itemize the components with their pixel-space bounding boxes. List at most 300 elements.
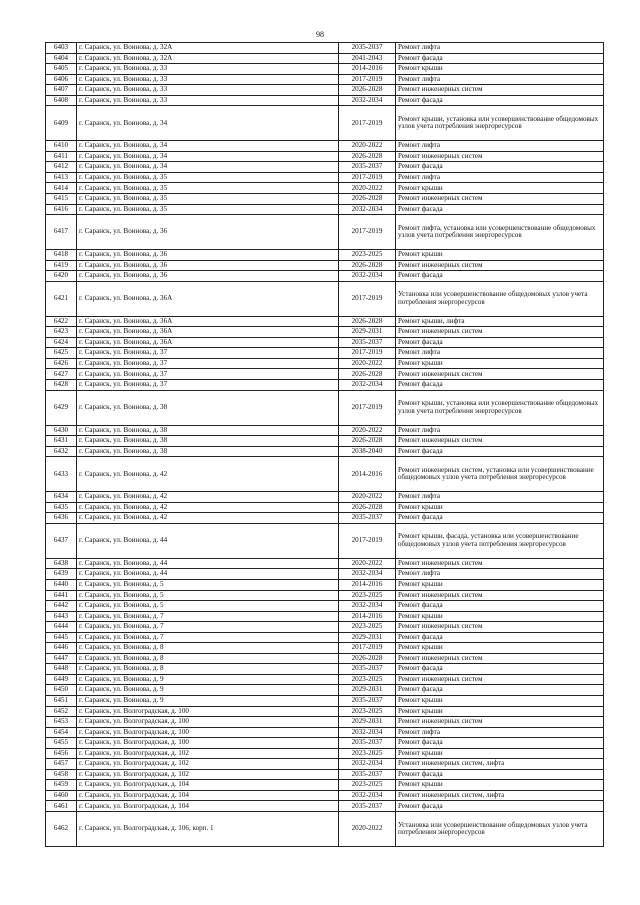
table-row <box>46 204 604 215</box>
row-address: г. Саранск, ул. Волгоградская, д. 102 <box>77 769 339 780</box>
row-address: г. Саранск, ул. Воинова, д. 44 <box>77 558 339 569</box>
row-years: 2038-2040 <box>339 446 396 457</box>
row-work: Ремонт лифта <box>396 141 604 152</box>
row-work: Ремонт инженерных систем <box>396 260 604 271</box>
row-number: 6421 <box>46 281 77 316</box>
row-work: Ремонт крыши <box>396 706 604 717</box>
row-address: г. Саранск, ул. Воинова, д. 38 <box>77 390 339 425</box>
row-work: Ремонт крыши <box>396 579 604 590</box>
row-work: Ремонт инженерных систем <box>396 653 604 664</box>
row-address: г. Саранск, ул. Воинова, д. 34 <box>77 151 339 162</box>
row-work: Ремонт фасада <box>396 685 604 696</box>
table-row <box>46 502 604 513</box>
row-work: Ремонт лифта <box>396 727 604 738</box>
row-work: Ремонт фасада <box>396 738 604 749</box>
row-work: Ремонт фасада <box>396 513 604 524</box>
row-years: 2032-2034 <box>339 727 396 738</box>
table-row <box>46 492 604 503</box>
row-address: г. Саранск, ул. Воинова, д. 35 <box>77 172 339 183</box>
row-number: 6452 <box>46 706 77 717</box>
row-address: г. Саранск, ул. Воинова, д. 38 <box>77 436 339 447</box>
table-row <box>46 780 604 791</box>
table-row <box>46 380 604 391</box>
row-work: Ремонт инженерных систем <box>396 717 604 728</box>
row-number: 6438 <box>46 558 77 569</box>
row-work: Ремонт крыши <box>396 780 604 791</box>
table-row <box>46 348 604 359</box>
row-work: Ремонт фасада <box>396 204 604 215</box>
row-number: 6445 <box>46 632 77 643</box>
row-years: 2020-2022 <box>339 141 396 152</box>
row-years: 2026-2028 <box>339 85 396 96</box>
table-row <box>46 706 604 717</box>
table-row <box>46 622 604 633</box>
table-row <box>46 74 604 85</box>
row-address: г. Саранск, ул. Воинова, д. 36 <box>77 215 339 250</box>
table-row <box>46 811 604 846</box>
row-years: 2014-2016 <box>339 457 396 492</box>
row-work: Ремонт крыши, фасада, установка или усовершенствование общедомовых узлов учета потребления энергоресурсов <box>396 523 604 558</box>
row-work: Ремонт лифта <box>396 425 604 436</box>
row-number: 6431 <box>46 436 77 447</box>
row-number: 6423 <box>46 327 77 338</box>
row-work: Ремонт крыши <box>396 183 604 194</box>
row-years: 2026-2028 <box>339 369 396 380</box>
table-row <box>46 769 604 780</box>
row-years: 2026-2028 <box>339 260 396 271</box>
row-number: 6404 <box>46 53 77 64</box>
row-work: Ремонт лифта, установка или усовершенствование общедомовых узлов учета потребления энергоресурсов <box>396 215 604 250</box>
row-number: 6405 <box>46 64 77 75</box>
row-address: г. Саранск, ул. Воинова, д. 33 <box>77 64 339 75</box>
row-number: 6442 <box>46 601 77 612</box>
row-number: 6411 <box>46 151 77 162</box>
row-address: г. Саранск, ул. Воинова, д. 5 <box>77 579 339 590</box>
table-row <box>46 738 604 749</box>
row-work: Ремонт крыши <box>396 695 604 706</box>
row-years: 2020-2022 <box>339 558 396 569</box>
row-years: 2035-2037 <box>339 162 396 173</box>
row-years: 2026-2028 <box>339 502 396 513</box>
row-years: 2029-2031 <box>339 632 396 643</box>
row-address: г. Саранск, ул. Воинова, д. 35 <box>77 194 339 205</box>
row-address: г. Саранск, ул. Воинова, д. 5 <box>77 601 339 612</box>
row-address: г. Саранск, ул. Воинова, д. 37 <box>77 358 339 369</box>
row-address: г. Саранск, ул. Воинова, д. 44 <box>77 569 339 580</box>
row-number: 6435 <box>46 502 77 513</box>
row-address: г. Саранск, ул. Воинова, д. 36А <box>77 327 339 338</box>
table-row <box>46 664 604 675</box>
row-number: 6415 <box>46 194 77 205</box>
row-number: 6460 <box>46 790 77 801</box>
row-work: Ремонт инженерных систем <box>396 369 604 380</box>
row-number: 6407 <box>46 85 77 96</box>
row-years: 2032-2034 <box>339 95 396 106</box>
row-number: 6451 <box>46 695 77 706</box>
row-number: 6437 <box>46 523 77 558</box>
row-years: 2020-2022 <box>339 811 396 846</box>
row-years: 2023-2025 <box>339 780 396 791</box>
row-years: 2041-2043 <box>339 53 396 64</box>
table-row <box>46 327 604 338</box>
row-address: г. Саранск, ул. Воинова, д. 38 <box>77 425 339 436</box>
row-number: 6459 <box>46 780 77 791</box>
row-work: Ремонт фасада <box>396 801 604 812</box>
row-address: г. Саранск, ул. Воинова, д. 44 <box>77 523 339 558</box>
row-work: Установка или усовершенствование общедомовых узлов учета потребления энергоресурсов <box>396 811 604 846</box>
row-work: Ремонт лифта <box>396 569 604 580</box>
row-work: Ремонт крыши <box>396 611 604 622</box>
row-number: 6457 <box>46 759 77 770</box>
row-years: 2017-2019 <box>339 390 396 425</box>
row-work: Ремонт фасада <box>396 601 604 612</box>
row-number: 6424 <box>46 337 77 348</box>
row-work: Ремонт инженерных систем <box>396 622 604 633</box>
row-years: 2023-2025 <box>339 590 396 601</box>
row-work: Ремонт фасада <box>396 95 604 106</box>
table-row <box>46 281 604 316</box>
row-address: г. Саранск, ул. Воинова, д. 37 <box>77 348 339 359</box>
table-row <box>46 558 604 569</box>
row-years: 2032-2034 <box>339 271 396 282</box>
row-address: г. Саранск, ул. Воинова, д. 42 <box>77 492 339 503</box>
row-number: 6410 <box>46 141 77 152</box>
row-years: 2023-2025 <box>339 706 396 717</box>
row-work: Ремонт крыши <box>396 748 604 759</box>
table-row <box>46 172 604 183</box>
row-address: г. Саранск, ул. Волгоградская, д. 104 <box>77 780 339 791</box>
row-work: Ремонт фасада <box>396 337 604 348</box>
table-row <box>46 790 604 801</box>
table-row <box>46 748 604 759</box>
row-address: г. Саранск, ул. Воинова, д. 8 <box>77 653 339 664</box>
row-years: 2032-2034 <box>339 601 396 612</box>
row-work: Ремонт крыши, установка или усовершенствование общедомовых узлов учета потребления энергоресурсов <box>396 390 604 425</box>
row-address: г. Саранск, ул. Воинова, д. 36А <box>77 281 339 316</box>
row-years: 2017-2019 <box>339 348 396 359</box>
row-address: г. Саранск, ул. Волгоградская, д. 100 <box>77 727 339 738</box>
row-years: 2020-2022 <box>339 183 396 194</box>
row-number: 6441 <box>46 590 77 601</box>
table-row <box>46 590 604 601</box>
row-years: 2017-2019 <box>339 172 396 183</box>
row-number: 6426 <box>46 358 77 369</box>
row-work: Ремонт инженерных систем <box>396 436 604 447</box>
row-years: 2035-2037 <box>339 738 396 749</box>
row-years: 2023-2025 <box>339 748 396 759</box>
row-address: г. Саранск, ул. Воинова, д. 9 <box>77 685 339 696</box>
row-number: 6430 <box>46 425 77 436</box>
row-address: г. Саранск, ул. Воинова, д. 35 <box>77 204 339 215</box>
row-address: г. Саранск, ул. Воинова, д. 35 <box>77 183 339 194</box>
row-years: 2023-2025 <box>339 674 396 685</box>
row-years: 2026-2028 <box>339 151 396 162</box>
row-number: 6433 <box>46 457 77 492</box>
row-address: г. Саранск, ул. Воинова, д. 8 <box>77 643 339 654</box>
row-address: г. Саранск, ул. Воинова, д. 33 <box>77 74 339 85</box>
row-years: 2026-2028 <box>339 194 396 205</box>
row-work: Ремонт крыши <box>396 358 604 369</box>
row-work: Ремонт фасада <box>396 769 604 780</box>
table-row <box>46 337 604 348</box>
row-number: 6454 <box>46 727 77 738</box>
row-number: 6427 <box>46 369 77 380</box>
table-row <box>46 106 604 141</box>
row-address: г. Саранск, ул. Воинова, д. 9 <box>77 674 339 685</box>
row-address: г. Саранск, ул. Воинова, д. 32А <box>77 43 339 54</box>
row-work: Ремонт инженерных систем <box>396 85 604 96</box>
row-address: г. Саранск, ул. Воинова, д. 36А <box>77 316 339 327</box>
row-address: г. Саранск, ул. Воинова, д. 37 <box>77 380 339 391</box>
table-row <box>46 183 604 194</box>
row-number: 6420 <box>46 271 77 282</box>
row-address: г. Саранск, ул. Воинова, д. 7 <box>77 611 339 622</box>
row-work: Ремонт лифта <box>396 348 604 359</box>
table-row <box>46 215 604 250</box>
row-number: 6428 <box>46 380 77 391</box>
table-row <box>46 271 604 282</box>
table-row <box>46 632 604 643</box>
row-work: Ремонт инженерных систем <box>396 590 604 601</box>
row-work: Ремонт крыши, установка или усовершенствование общедомовых узлов учета потребления энергоресурсов <box>396 106 604 141</box>
table-row <box>46 95 604 106</box>
row-years: 2020-2022 <box>339 425 396 436</box>
row-address: г. Саранск, ул. Воинова, д. 34 <box>77 106 339 141</box>
row-address: г. Саранск, ул. Волгоградская, д. 104 <box>77 801 339 812</box>
row-address: г. Саранск, ул. Воинова, д. 34 <box>77 141 339 152</box>
table-row <box>46 653 604 664</box>
row-years: 2035-2037 <box>339 513 396 524</box>
table-row <box>46 695 604 706</box>
row-address: г. Саранск, ул. Воинова, д. 42 <box>77 513 339 524</box>
row-number: 6406 <box>46 74 77 85</box>
row-number: 6455 <box>46 738 77 749</box>
row-number: 6422 <box>46 316 77 327</box>
row-address: г. Саранск, ул. Воинова, д. 42 <box>77 457 339 492</box>
table-row <box>46 53 604 64</box>
row-work: Ремонт инженерных систем <box>396 674 604 685</box>
row-work: Ремонт фасада <box>396 162 604 173</box>
row-years: 2014-2016 <box>339 579 396 590</box>
table-row <box>46 162 604 173</box>
row-number: 6458 <box>46 769 77 780</box>
row-address: г. Саранск, ул. Волгоградская, д. 102 <box>77 759 339 770</box>
table-row <box>46 457 604 492</box>
row-address: г. Саранск, ул. Воинова, д. 7 <box>77 632 339 643</box>
row-address: г. Саранск, ул. Воинова, д. 8 <box>77 664 339 675</box>
row-number: 6419 <box>46 260 77 271</box>
row-years: 2026-2028 <box>339 436 396 447</box>
row-number: 6418 <box>46 250 77 261</box>
row-number: 6403 <box>46 43 77 54</box>
row-address: г. Саранск, ул. Воинова, д. 5 <box>77 590 339 601</box>
row-years: 2017-2019 <box>339 523 396 558</box>
row-work: Ремонт крыши <box>396 250 604 261</box>
row-work: Ремонт инженерных систем, установка или усовершенствование общедомовых узлов учета потребления энергоресурсов <box>396 457 604 492</box>
row-number: 6443 <box>46 611 77 622</box>
row-number: 6417 <box>46 215 77 250</box>
table-row <box>46 685 604 696</box>
row-years: 2029-2031 <box>339 717 396 728</box>
row-years: 2029-2031 <box>339 685 396 696</box>
row-address: г. Саранск, ул. Воинова, д. 36А <box>77 337 339 348</box>
table-row <box>46 141 604 152</box>
row-years: 2023-2025 <box>339 622 396 633</box>
row-years: 2017-2019 <box>339 281 396 316</box>
row-years: 2029-2031 <box>339 327 396 338</box>
row-address: г. Саранск, ул. Воинова, д. 36 <box>77 271 339 282</box>
table-row <box>46 316 604 327</box>
row-work: Ремонт инженерных систем <box>396 194 604 205</box>
row-work: Ремонт фасада <box>396 664 604 675</box>
row-address: г. Саранск, ул. Воинова, д. 36 <box>77 250 339 261</box>
table-row <box>46 64 604 75</box>
table-row <box>46 601 604 612</box>
row-number: 6413 <box>46 172 77 183</box>
row-number: 6412 <box>46 162 77 173</box>
row-work: Ремонт крыши <box>396 643 604 654</box>
row-years: 2035-2037 <box>339 664 396 675</box>
table-row <box>46 194 604 205</box>
row-number: 6446 <box>46 643 77 654</box>
row-number: 6408 <box>46 95 77 106</box>
table-row <box>46 43 604 54</box>
row-number: 6434 <box>46 492 77 503</box>
table-row <box>46 759 604 770</box>
table-row <box>46 425 604 436</box>
table-row <box>46 358 604 369</box>
table-row <box>46 611 604 622</box>
row-work: Ремонт крыши, лифта <box>396 316 604 327</box>
row-years: 2026-2028 <box>339 316 396 327</box>
row-work: Ремонт лифта <box>396 43 604 54</box>
row-address: г. Саранск, ул. Воинова, д. 33 <box>77 95 339 106</box>
row-number: 6439 <box>46 569 77 580</box>
row-years: 2023-2025 <box>339 250 396 261</box>
row-years: 2026-2028 <box>339 653 396 664</box>
row-address: г. Саранск, ул. Волгоградская, д. 100 <box>77 717 339 728</box>
table-row <box>46 643 604 654</box>
table-row <box>46 250 604 261</box>
row-address: г. Саранск, ул. Воинова, д. 9 <box>77 695 339 706</box>
row-work: Ремонт лифта <box>396 74 604 85</box>
table-row <box>46 523 604 558</box>
row-number: 6414 <box>46 183 77 194</box>
row-address: г. Саранск, ул. Воинова, д. 36 <box>77 260 339 271</box>
table-row <box>46 446 604 457</box>
row-number: 6453 <box>46 717 77 728</box>
table-row <box>46 579 604 590</box>
table-row <box>46 727 604 738</box>
row-address: г. Саранск, ул. Волгоградская, д. 104 <box>77 790 339 801</box>
row-number: 6440 <box>46 579 77 590</box>
row-work: Ремонт фасада <box>396 380 604 391</box>
table-row <box>46 260 604 271</box>
row-number: 6409 <box>46 106 77 141</box>
row-address: г. Саранск, ул. Воинова, д. 42 <box>77 502 339 513</box>
row-work: Ремонт фасада <box>396 53 604 64</box>
row-years: 2035-2037 <box>339 337 396 348</box>
row-address: г. Саранск, ул. Воинова, д. 37 <box>77 369 339 380</box>
row-number: 6425 <box>46 348 77 359</box>
row-years: 2014-2016 <box>339 611 396 622</box>
row-number: 6444 <box>46 622 77 633</box>
row-work: Ремонт крыши <box>396 64 604 75</box>
row-years: 2032-2034 <box>339 790 396 801</box>
row-address: г. Саранск, ул. Волгоградская, д. 100 <box>77 706 339 717</box>
table-row <box>46 513 604 524</box>
row-work: Ремонт инженерных систем <box>396 558 604 569</box>
row-number: 6449 <box>46 674 77 685</box>
row-number: 6456 <box>46 748 77 759</box>
row-years: 2014-2016 <box>339 64 396 75</box>
row-address: г. Саранск, ул. Волгоградская, д. 102 <box>77 748 339 759</box>
row-years: 2035-2037 <box>339 769 396 780</box>
row-work: Ремонт фасада <box>396 632 604 643</box>
row-address: г. Саранск, ул. Воинова, д. 7 <box>77 622 339 633</box>
table-row <box>46 390 604 425</box>
page-number: 98 <box>316 30 324 39</box>
row-work: Ремонт инженерных систем, лифта <box>396 759 604 770</box>
row-address: г. Саранск, ул. Воинова, д. 38 <box>77 446 339 457</box>
row-years: 2032-2034 <box>339 204 396 215</box>
row-work: Ремонт фасада <box>396 271 604 282</box>
row-number: 6432 <box>46 446 77 457</box>
row-years: 2035-2037 <box>339 801 396 812</box>
row-work: Ремонт фасада <box>396 446 604 457</box>
row-work: Ремонт инженерных систем <box>396 151 604 162</box>
row-years: 2020-2022 <box>339 358 396 369</box>
table-body <box>46 43 604 847</box>
row-years: 2035-2037 <box>339 695 396 706</box>
row-number: 6461 <box>46 801 77 812</box>
row-years: 2035-2037 <box>339 43 396 54</box>
row-address: г. Саранск, ул. Воинова, д. 32А <box>77 53 339 64</box>
row-years: 2032-2034 <box>339 569 396 580</box>
row-years: 2017-2019 <box>339 643 396 654</box>
row-years: 2032-2034 <box>339 380 396 391</box>
row-work: Ремонт крыши <box>396 502 604 513</box>
row-number: 6416 <box>46 204 77 215</box>
row-number: 6462 <box>46 811 77 846</box>
row-years: 2020-2022 <box>339 492 396 503</box>
table-row <box>46 85 604 96</box>
row-years: 2032-2034 <box>339 759 396 770</box>
row-address: г. Саранск, ул. Волгоградская, д. 106, корп. 1 <box>77 811 339 846</box>
row-number: 6429 <box>46 390 77 425</box>
row-number: 6436 <box>46 513 77 524</box>
row-number: 6447 <box>46 653 77 664</box>
row-address: г. Саранск, ул. Воинова, д. 34 <box>77 162 339 173</box>
table-row <box>46 151 604 162</box>
table-row <box>46 801 604 812</box>
row-years: 2017-2019 <box>339 106 396 141</box>
row-work: Ремонт лифта <box>396 492 604 503</box>
row-number: 6450 <box>46 685 77 696</box>
row-number: 6448 <box>46 664 77 675</box>
table-row <box>46 436 604 447</box>
table-row <box>46 569 604 580</box>
row-work: Ремонт лифта <box>396 172 604 183</box>
row-work: Ремонт инженерных систем, лифта <box>396 790 604 801</box>
row-years: 2017-2019 <box>339 74 396 85</box>
row-address: г. Саранск, ул. Волгоградская, д. 100 <box>77 738 339 749</box>
row-years: 2017-2019 <box>339 215 396 250</box>
row-work: Ремонт инженерных систем <box>396 327 604 338</box>
repair-schedule-table <box>45 42 604 847</box>
table-row <box>46 369 604 380</box>
table-row <box>46 717 604 728</box>
